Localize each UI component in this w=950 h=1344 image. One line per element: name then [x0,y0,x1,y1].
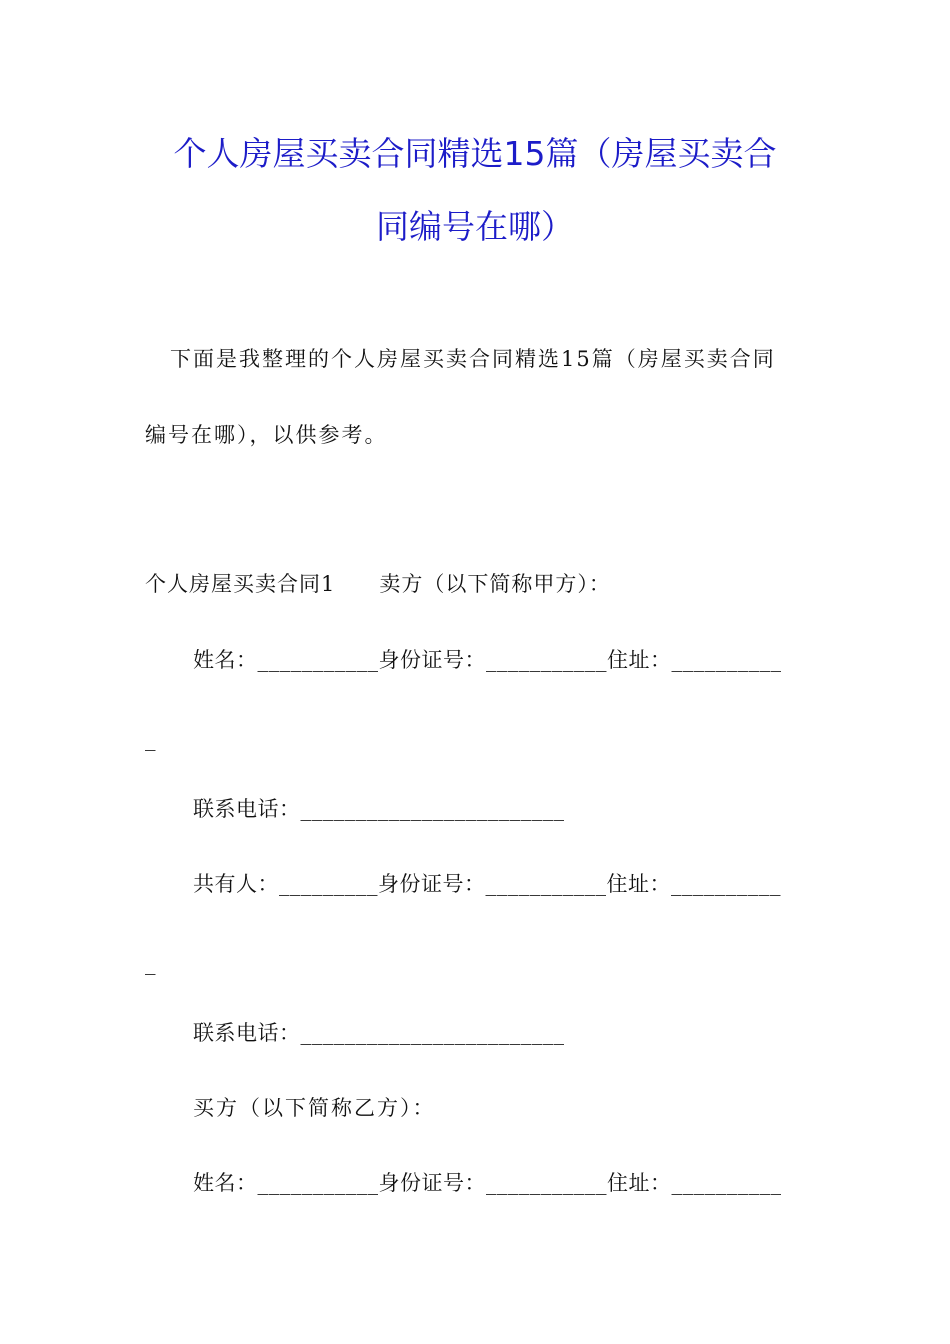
seller-phone-line: 联系电话：________________________ [193,797,565,821]
buyer-id-line: 姓名：___________身份证号：___________住址：__________ [193,1171,782,1195]
document-title-line-2: 同编号在哪） [376,207,574,246]
section-heading: 个人房屋买卖合同1 卖方（以下简称甲方）： [145,572,611,596]
intro-line-1: 下面是我整理的个人房屋买卖合同精选15篇（房屋买卖合同 [170,347,776,371]
seller-id-tail: _ [145,727,156,751]
document-title-line-1: 个人房屋买卖合同精选15篇（房屋买卖合 [173,134,777,173]
buyer-heading: 买方（以下简称乙方）： [193,1096,436,1120]
coowner-phone-line: 联系电话：________________________ [193,1021,565,1045]
intro-line-2: 编号在哪），以供参考。 [145,423,388,447]
seller-id-line: 姓名：___________身份证号：___________住址：__________ [193,648,782,672]
coowner-line: 共有人：_________身份证号：___________住址：__________ [193,872,781,896]
coowner-tail: _ [145,951,156,975]
